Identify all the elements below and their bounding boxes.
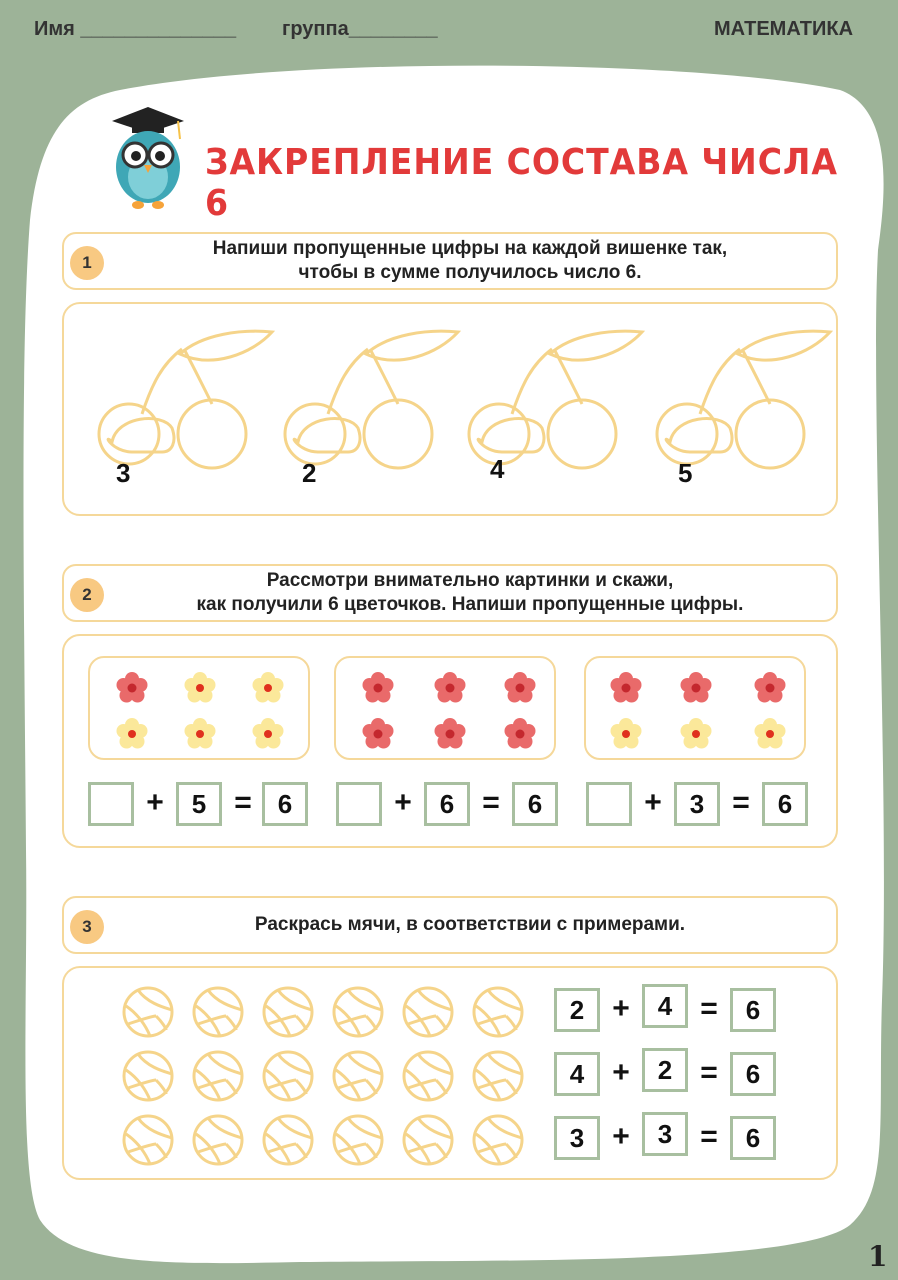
flower-group-2-flowers [336, 658, 554, 758]
flower-group-1 [88, 656, 310, 760]
task-2-number: 2 [70, 578, 104, 612]
flower-eq-1-addend: 5 [176, 782, 222, 826]
flower-eq-2-sum: 6 [512, 782, 558, 826]
task-1-text-line-1: Напиши пропущенные цифры на каждой вишенке так, [212, 238, 728, 259]
name-field-label: Имя ______________ [34, 18, 237, 40]
task-1-text-line-2: чтобы в сумме получилось число 6. [298, 262, 642, 283]
ball-eq-1-plus: + [612, 992, 630, 1025]
flower-eq-3-addend: 3 [674, 782, 720, 826]
ball-eq-2-equals: = [700, 1056, 718, 1089]
flower-eq-3-equals: = [732, 786, 750, 819]
group-field-label: группа________ [282, 18, 438, 40]
ball-eq-1-equals: = [700, 992, 718, 1025]
cherry-1-number: 3 [116, 458, 131, 488]
cherry-3-number: 4 [490, 454, 505, 484]
ball-eq-1-a: 2 [554, 988, 600, 1032]
worksheet-title: ЗАКРЕПЛЕНИЕ СОСТАВА ЧИСЛА 6 [205, 142, 838, 224]
flower-eq-3-plus: + [644, 786, 662, 819]
cherry-2-number: 2 [302, 458, 317, 488]
flower-eq-2-equals: = [482, 786, 500, 819]
flower-eq-1-sum: 6 [262, 782, 308, 826]
flower-eq-2-plus: + [394, 786, 412, 819]
flower-group-3-flowers [586, 658, 804, 758]
ball-eq-3-sum: 6 [730, 1116, 776, 1160]
cherries-panel [62, 302, 838, 516]
ball-eq-3-b: 3 [642, 1112, 688, 1156]
task-3-header [62, 896, 838, 954]
task-3-text-line-1: Раскрась мячи, в соответствии с примерами. [254, 914, 686, 935]
flower-eq-2-answer-input[interactable] [336, 782, 382, 826]
flower-eq-3-sum: 6 [762, 782, 808, 826]
ball-eq-2-a: 4 [554, 1052, 600, 1096]
flower-group-3 [584, 656, 806, 760]
task-1-number: 1 [70, 246, 104, 280]
task-3-number: 3 [70, 910, 104, 944]
flower-eq-1-plus: + [146, 786, 164, 819]
task-1-header [62, 232, 838, 290]
subject-label: МАТЕМАТИКА [714, 18, 854, 40]
cherry-4-number: 5 [678, 458, 693, 488]
flower-eq-1-answer-input[interactable] [88, 782, 134, 826]
task-2-text-line-1: Рассмотри внимательно картинки и скажи, [266, 570, 674, 591]
ball-eq-1-sum: 6 [730, 988, 776, 1032]
ball-eq-2-sum: 6 [730, 1052, 776, 1096]
ball-eq-3-equals: = [700, 1120, 718, 1153]
ball-eq-2-b: 2 [642, 1048, 688, 1092]
cherries-drawing [64, 304, 836, 514]
ball-eq-1-b: 4 [642, 984, 688, 1028]
ball-eq-3-a: 3 [554, 1116, 600, 1160]
flower-eq-2-addend: 6 [424, 782, 470, 826]
owl-graduate-icon [108, 105, 188, 215]
top-bar [0, 0, 898, 60]
task-2-header [62, 564, 838, 622]
flower-group-2 [334, 656, 556, 760]
flower-eq-1-equals: = [234, 786, 252, 819]
ball-eq-2-plus: + [612, 1056, 630, 1089]
page-number: 1 [868, 1240, 888, 1273]
flower-eq-3-answer-input[interactable] [586, 782, 632, 826]
task-2-text-line-2: как получили 6 цветочков. Напиши пропущенные цифры. [196, 594, 744, 615]
ball-eq-3-plus: + [612, 1120, 630, 1153]
flower-group-1-flowers [90, 658, 308, 758]
